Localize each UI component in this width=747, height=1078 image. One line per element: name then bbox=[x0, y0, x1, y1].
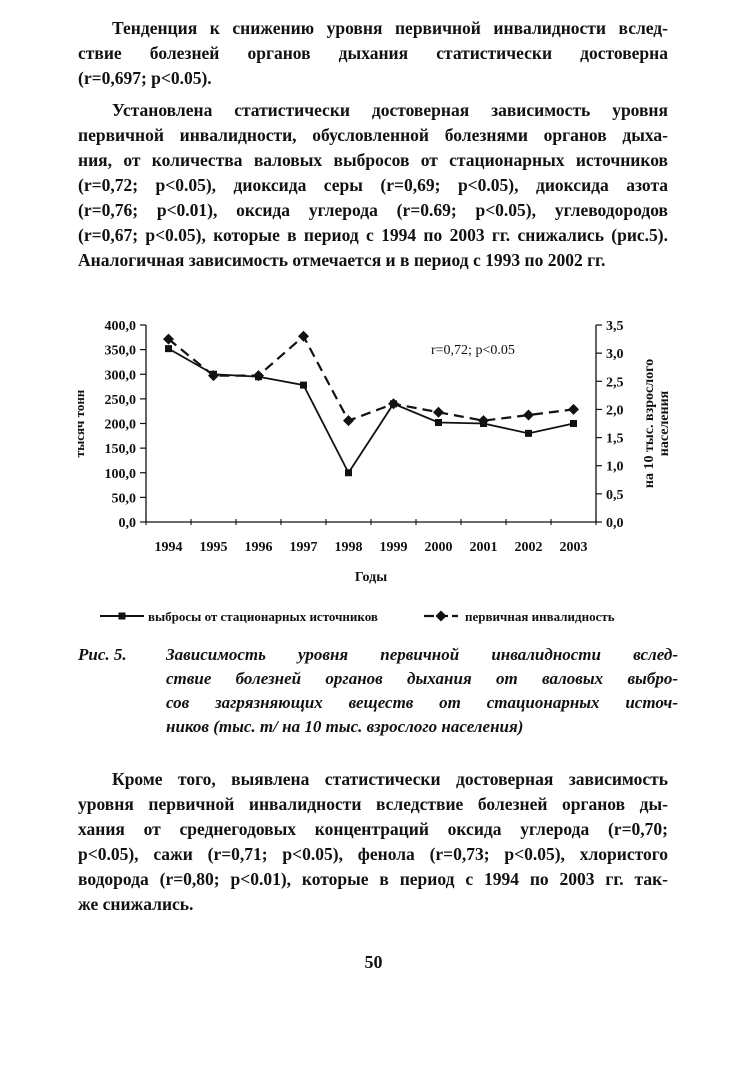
caption-line: сов загрязняющих веществ от стационарных источ- bbox=[166, 693, 678, 712]
caption-line: ствие болезней органов дыхания от валовых выбро- bbox=[166, 669, 678, 688]
data-point-disability bbox=[388, 398, 399, 409]
left-tick-label: 250,0 bbox=[104, 392, 136, 408]
text-line: (r=0,67; p<0.05), которые в период с 1994 по 2003 гг. снижались (рис.5). bbox=[78, 225, 668, 245]
x-tick-label: 1995 bbox=[199, 540, 228, 555]
right-tick-label: 3,0 bbox=[606, 347, 624, 363]
legend-marker-disability bbox=[436, 611, 447, 622]
left-tick-label: 0,0 bbox=[118, 516, 136, 531]
x-tick-label: 1998 bbox=[334, 540, 363, 555]
left-tick-label: 50,0 bbox=[111, 491, 136, 507]
x-tick-label: 1999 bbox=[379, 540, 408, 555]
right-tick-label: 2,0 bbox=[606, 403, 624, 419]
data-point-disability bbox=[298, 331, 309, 342]
text-line: же снижались. bbox=[78, 894, 194, 914]
x-axis-title: Годы bbox=[354, 570, 388, 585]
text-line: Кроме того, выявлена статистически достоверная зависимость bbox=[112, 769, 668, 789]
right-axis-title-line2: населения bbox=[657, 390, 672, 457]
caption-line: ников (тыс. т/ на 10 тыс. взрослого населения) bbox=[166, 717, 524, 736]
left-tick-label: 150,0 bbox=[104, 442, 136, 458]
caption-text bbox=[166, 643, 678, 739]
left-tick-label: 100,0 bbox=[104, 466, 136, 482]
data-point-emissions bbox=[435, 419, 442, 426]
series-line-1 bbox=[169, 349, 574, 473]
text-line: Установлена статистически достоверная зависимость уровня bbox=[112, 100, 668, 120]
right-tick-label: 0,0 bbox=[606, 516, 624, 531]
x-tick-label: 1996 bbox=[244, 540, 273, 555]
data-point-disability bbox=[253, 370, 264, 381]
caption-number: Рис. 5. bbox=[78, 645, 127, 664]
x-tick-label: 2001 bbox=[469, 540, 498, 555]
text-line: хания от среднегодовых концентраций оксида углерода (r=0,70; bbox=[78, 819, 668, 839]
text-line: ния, от количества валовых выбросов от стационарных источников bbox=[78, 150, 668, 170]
right-tick-label: 3,5 bbox=[606, 319, 624, 334]
x-tick-label: 1994 bbox=[154, 540, 183, 555]
figure-5-chart bbox=[60, 300, 700, 640]
data-point-emissions bbox=[525, 430, 532, 437]
paragraph-dependence bbox=[78, 98, 668, 273]
text-line: первичной инвалидности, обусловленной болезнями органов дыха- bbox=[78, 125, 668, 145]
x-tick-label: 2003 bbox=[559, 540, 588, 555]
legend-label-emissions: выбросы от стационарных источников bbox=[148, 609, 378, 624]
text-line: (r=0,697; p<0.05). bbox=[78, 68, 212, 88]
left-tick-label: 200,0 bbox=[104, 417, 136, 433]
text-line: водорода (r=0,80; p<0.01), которые в период с 1994 по 2003 гг. так- bbox=[78, 869, 668, 889]
text-line: p<0.05), сажи (r=0,71; p<0.05), фенола (r=0,73; p<0.05), хлористого bbox=[78, 844, 668, 864]
text-line: ствие болезней органов дыхания статистически достоверна bbox=[78, 43, 668, 63]
x-tick-label: 2002 bbox=[514, 540, 543, 555]
left-tick-label: 300,0 bbox=[104, 368, 136, 384]
right-axis-title-line1: на 10 тыс. взрослого bbox=[642, 358, 657, 489]
right-tick-label: 0,5 bbox=[606, 487, 624, 503]
data-point-emissions bbox=[300, 382, 307, 389]
legend-label-disability: первичная инвалидность bbox=[465, 609, 615, 624]
data-point-disability bbox=[568, 404, 579, 415]
legend-marker-emissions bbox=[119, 613, 126, 620]
data-point-emissions bbox=[570, 420, 577, 427]
text-line: (r=0,76; p<0.01), оксида углерода (r=0.69; p<0.05), углеводородов bbox=[78, 200, 668, 220]
text-line: Аналогичная зависимость отмечается и в период с 1993 по 2002 гг. bbox=[78, 250, 606, 270]
chart-svg bbox=[60, 300, 700, 640]
data-point-emissions bbox=[165, 345, 172, 352]
left-axis-title: тысяч тонн bbox=[72, 389, 87, 458]
right-tick-label: 1,5 bbox=[606, 431, 624, 447]
x-tick-label: 2000 bbox=[424, 540, 453, 555]
right-tick-label: 1,0 bbox=[606, 459, 624, 475]
correlation-annotation: r=0,72; p<0.05 bbox=[431, 343, 515, 358]
text-line: Тенденция к снижению уровня первичной инвалидности вслед- bbox=[112, 18, 668, 38]
x-tick-label: 1997 bbox=[289, 540, 318, 555]
left-tick-label: 400,0 bbox=[104, 319, 136, 334]
text-line: (r=0,72; p<0.05), диоксида серы (r=0,69; p<0.05), диоксида азота bbox=[78, 175, 668, 195]
right-tick-label: 2,5 bbox=[606, 375, 624, 391]
paragraph-trend bbox=[78, 16, 668, 91]
data-point-disability bbox=[523, 410, 534, 421]
page-number: 50 bbox=[364, 952, 383, 972]
left-tick-label: 350,0 bbox=[104, 343, 136, 359]
data-point-emissions bbox=[345, 469, 352, 476]
caption-line: Зависимость уровня первичной инвалидности вслед- bbox=[166, 645, 678, 664]
data-point-disability bbox=[433, 407, 444, 418]
paragraph-additional bbox=[78, 767, 668, 917]
data-point-disability bbox=[343, 415, 354, 426]
text-line: уровня первичной инвалидности вследствие болезней органов ды- bbox=[78, 794, 668, 814]
